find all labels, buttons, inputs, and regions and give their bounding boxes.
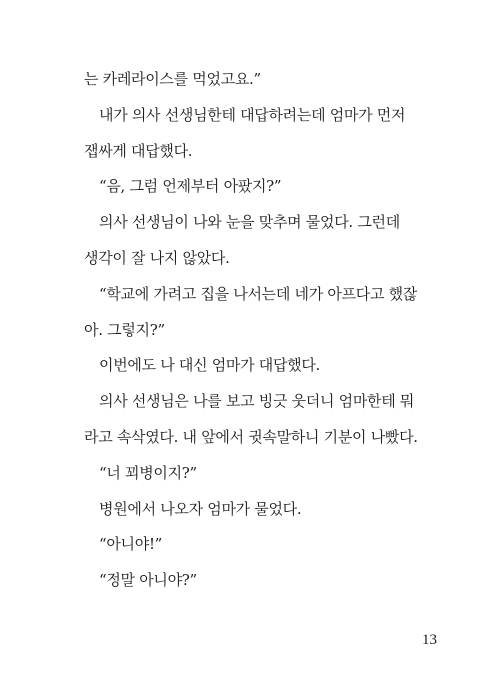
text-line: 잽싸게 대답했다. <box>84 141 193 160</box>
text-line: 병원에서 나오자 엄마가 물었다. <box>99 499 302 518</box>
text-line: 내가 의사 선생님한테 대답하려는데 엄마가 먼저 <box>99 105 406 124</box>
text-line: “너 꾀병이지?” <box>99 463 197 482</box>
text-line: 의사 선생님은 나를 보고 빙긋 웃더니 엄마한테 뭐 <box>99 392 415 411</box>
text-line: 생각이 잘 나지 않았다. <box>84 248 230 267</box>
text-line: 아. 그렇지?” <box>84 320 165 339</box>
text-line: 이번에도 나 대신 엄마가 대답했다. <box>99 356 321 375</box>
body-text <box>84 62 444 599</box>
text-line: 의사 선생님이 나와 눈을 맞추며 물었다. 그런데 <box>99 213 400 232</box>
text-line: “학교에 가려고 집을 나서는데 네가 아프다고 했잖 <box>99 284 417 303</box>
text-line: “정말 아니야?” <box>99 571 197 590</box>
page-number: 13 <box>422 632 437 648</box>
text-line: 는 카레라이스를 먹었고요.” <box>84 70 261 88</box>
text-line: “음, 그럼 언제부터 아팠지?” <box>99 177 282 196</box>
text-line: 라고 속삭였다. 내 앞에서 귓속말하니 기분이 나빴다. <box>84 427 418 446</box>
text-line: “아니야!” <box>99 535 163 554</box>
